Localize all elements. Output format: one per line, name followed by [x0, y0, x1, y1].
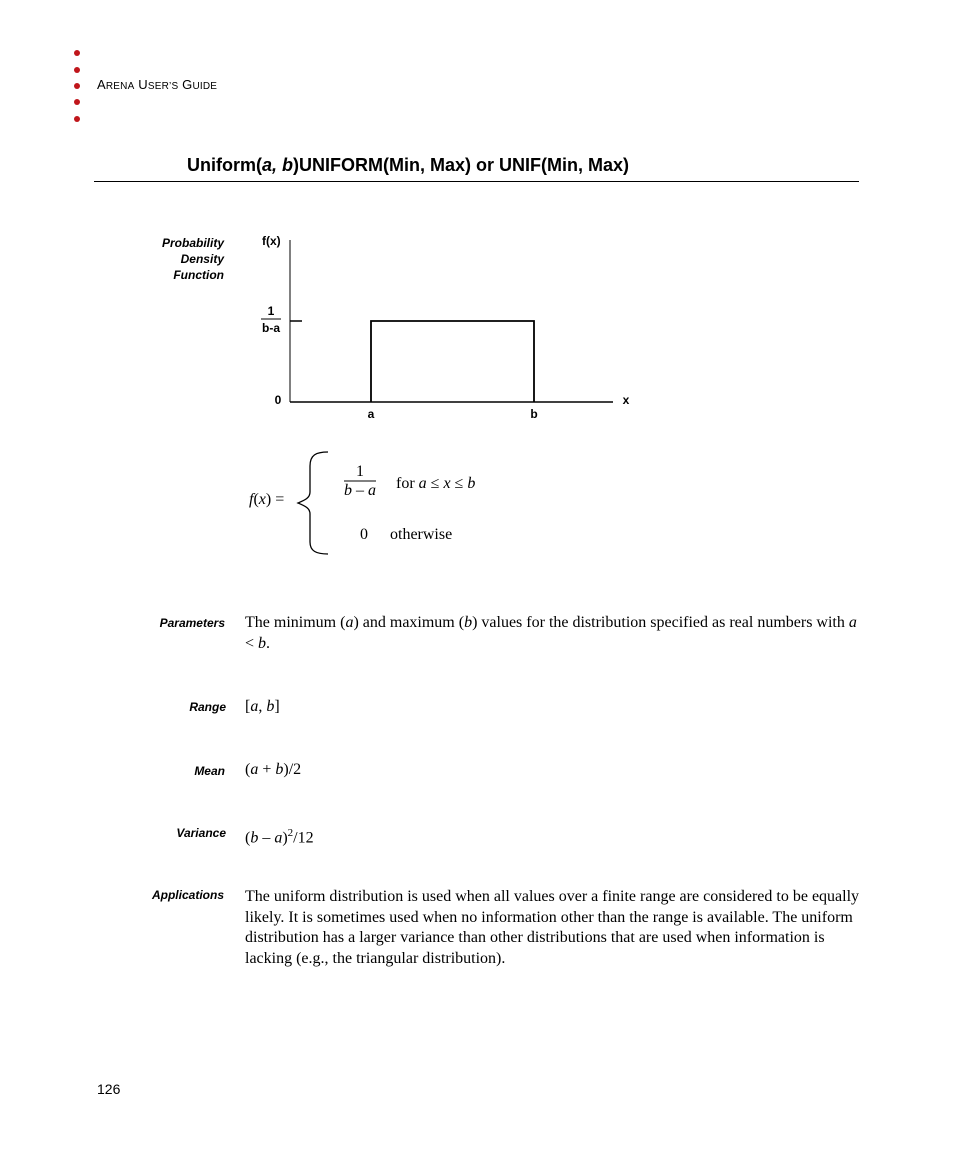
pdf-formula [240, 446, 520, 561]
case1-denominator: b – a [344, 482, 376, 499]
formula-brace [298, 452, 328, 554]
parameters-text: The minimum (a) and maximum (b) values for the distribution specified as real numbers with a < b. [245, 614, 857, 652]
x-tick-a: a [367, 407, 375, 421]
applications-label: Applications [151, 888, 224, 902]
mean-value: (a + b)/2 [245, 761, 302, 778]
margin-bullet [74, 83, 80, 89]
pdf-series-line [371, 321, 534, 402]
variance-value: (b – a)$^2$/12 [245, 827, 314, 847]
x-tick-b: b [530, 407, 538, 421]
parameters-label: Parameters [159, 616, 225, 630]
margin-bullet [74, 50, 80, 56]
page-number: 126 [97, 1081, 121, 1097]
y-tick-top-numerator: 1 [267, 304, 275, 318]
y-tick-zero: 0 [274, 393, 282, 407]
case2-condition: otherwise [390, 526, 453, 543]
range-label: Range [189, 700, 226, 714]
applications-text: The uniform distribution is used when all values over a finite range are considered to be equally likely. It is sometimes used when no information other than the range is available. The uniform distribution has a larger variance than other distributions that are used when information is lacking (e.g., the triangular distribution). [245, 888, 860, 967]
pdf-chart [240, 228, 660, 428]
case2-value: 0 [360, 526, 368, 543]
case1-numerator: 1 [356, 463, 364, 480]
mean-label: Mean [194, 764, 225, 778]
running-header: ARENA USER’S GUIDE [97, 77, 218, 92]
variance-label: Variance [176, 826, 226, 840]
margin-bullet [74, 67, 80, 73]
heading-rule [94, 181, 859, 182]
formula-lhs: f(x) = [249, 491, 285, 508]
margin-bullet [74, 99, 80, 105]
x-axis-label: x [622, 393, 630, 407]
section-heading: Uniform(a, b)UNIFORM(Min, Max) or UNIF(Min, Max) [187, 155, 630, 175]
range-value: [a, b] [245, 698, 280, 715]
case1-condition: for a ≤ x ≤ b [396, 475, 476, 492]
margin-bullet [74, 116, 80, 122]
y-tick-top-denominator: b-a [262, 321, 280, 335]
y-axis-label: f(x) [262, 234, 281, 248]
pdf-side-label: Probability Density Function [161, 236, 224, 282]
